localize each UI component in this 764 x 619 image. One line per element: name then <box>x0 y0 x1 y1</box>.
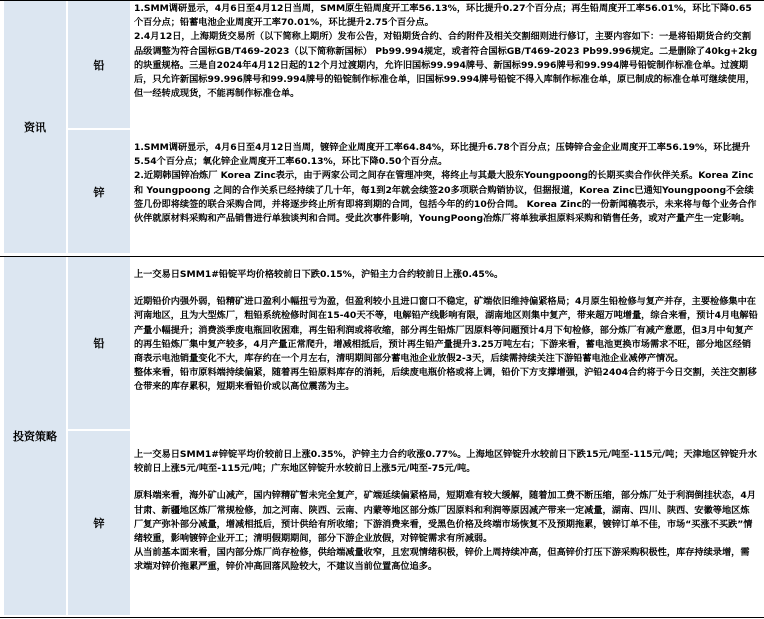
section-label-strategy: 投资策略 <box>4 257 66 615</box>
strategy-lead-analysis: 近期铅价内强外弱，铅精矿进口盈利小幅扭亏为盈，但盈利较小且进口窗口不稳定，矿端依旧维持偏紧格局；4月原生铅检修与复产并存，主要检修集中在河南地区，且为大型炼厂，粗铅系统检修时间在15-40天不等，电解铅产线影响有限，湖南地区则集中复产，带来超万吨增量，综合来看，预计4月电解铅产量小幅提升；消费淡季废电瓶回收困难，再生铅利润或将收缩，部分再生铅炼厂因原料等问题预计4月下旬检修，部分炼厂有减产意愿，但3月中旬复产的再生铅炼厂集中复产较多，4月产量正常爬升，增减相抵后，预计再生铅产量提升3.25万吨左右；下游来看，蓄电池更换市场需求不旺，部分地区经销商表示电池销量变化不大，库存约在一个月左右，清明期间部分蓄电池企业放假2-3天，后续需持续关注下游铅蓄电池企业减停产情况。 <box>134 296 758 365</box>
metal-label-lead-news: 铅 <box>68 1 130 128</box>
news-lead-item: 1.SMM调研显示，4月6日至4月12日当周，SMM原生铅周度开工率56.13%，环比提升0.27个百分点；再生铅周度开工率56.01%，环比下降0.65个百分点；铅蓄电池企业周度开工率70.01%，环比提升2.75个百分点。 <box>134 3 752 29</box>
strategy-zinc-summary: 上一交易日SMM1#锌锭平均价较前日上涨0.35%，沪锌主力合约收涨0.77%。上海地区锌锭升水较前日下跌15元/吨至-115元/吨；天津地区锌锭升水较前日上涨5元/吨至-115元/吨；广东地区锌锭升水较前日上涨5元/吨至-75元/吨。 <box>134 449 757 475</box>
news-zinc-item: 1.SMM调研显示，4月6日至4月12日当周，镀锌企业周度开工率64.84%，环比提升6.78个百分点；压铸锌合金企业周度开工率56.19%，环比提升5.54个百分点；氧化锌企业周度开工率60.13%，环比下降0.50个百分点。 <box>134 142 751 168</box>
news-lead-item: 2.4月12日，上海期货交易所（以下简称上期所）发布公告，对铅期货合约、合约附件及相关交割细则进行修订，主要内容如下：一是将铅期货合约交割品级调整为符合国标GB/T469-2023（以下简称新国标） Pb99.994规定，或者符合国标GB/T469-2023 Pb99.996规定。二是删除了40kg+2kg的块重规格。三是自2024年4月12日起的12个月过渡期内，允许旧国标99.994牌号、新国标99.996牌号和99.994牌号铅锭制作标准仓单。过渡期后，只允许新国标99.996牌号和99.994牌号的铅锭制作标准仓单，旧国标99.994牌号铅锭不得入库制作标准仓单，原已制成的标准仓单可继续使用，但一经转成现货，不能再制作标准仓单。 <box>134 31 758 100</box>
strategy-zinc-cell <box>132 431 760 615</box>
strategy-zinc-outlook: 从当前基本面来看，国内部分炼厂尚存检修，供给端减量收窄，且宏观情绪积极，锌价上周持续冲高，但高锌价打压下游采购积极性，库存持续录增，需求端对锌价拖累严重，锌价冲高回落风险较大，不建议当前位置高位追多。 <box>134 547 750 573</box>
bottom-border <box>0 617 764 618</box>
metal-label-zinc-strategy: 锌 <box>68 431 130 615</box>
metal-label-zinc-news: 锌 <box>68 130 130 253</box>
strategy-lead-outlook: 整体来看，铅市原料端持续偏紧，随着再生铅原料库存的消耗，后续废电瓶价格或将上调，铅价下方支撑增强，沪铅2404合约将于今日交割，关注交割移仓带来的库存累积，短期来看铅价或以高位震荡为主。 <box>134 367 757 393</box>
metal-label-lead-strategy: 铅 <box>68 257 130 429</box>
news-zinc-item: 2.近期韩国锌冶炼厂 Korea Zinc表示，由于两家公司之间存在管理冲突，将终止与其最大股东Youngpoong的长期买卖合作伙伴关系。Korea Zinc 和 Youngpoong 之间的合作关系已经持续了几十年，每1到2年就会续签20多项联合购销协议，但据报道，Korea Zinc已通知Youngpoong不会续签几份即将续签的联合采购合同，并将逐步终止所有即将到期的合同，包括今年的约10份合同。 Korea Zinc的一份新闻稿表示，未来将与每个业务合作伙伴就原材料采购和产品销售进行单独谈判和合同。受此次事件影响，YoungPoong冶炼厂将单独承担原料采购和销售任务，或对产量产生一定影响。 <box>134 170 757 225</box>
strategy-zinc-analysis: 原料端来看，海外矿山减产，国内锌精矿暂未完全复产，矿端延续偏紧格局，短期难有较大缓解，随着加工费不断压缩，部分炼厂处于利润倒挂状态，4月甘肃、新疆地区炼厂常规检修，加之河南、陕西、云南、内蒙等地区部分炼厂因原料和利润等原因减产带来一定减量，湖南、四川、陕西、安徽等地区炼厂复产弥补部分减量，增减相抵后，预计供给有所收缩；下游消费来看，受黑色价格及终端市场恢复不及预期拖累，镀锌订单不佳，市场“买涨不买跌”情绪较重，影响镀锌企业开工；清明假期期间，部分下游企业放假，对锌锭需求有所减弱。 <box>134 490 756 545</box>
news-zinc-cell <box>132 130 760 253</box>
section-label-news: 资讯 <box>4 1 66 253</box>
strategy-lead-summary: 上一交易日SMM1#铅锭平均价格较前日下跌0.15%，沪铅主力合约较前日上涨0.45%。 <box>134 269 504 280</box>
news-lead-cell <box>132 1 760 128</box>
strategy-lead-cell <box>132 257 760 429</box>
